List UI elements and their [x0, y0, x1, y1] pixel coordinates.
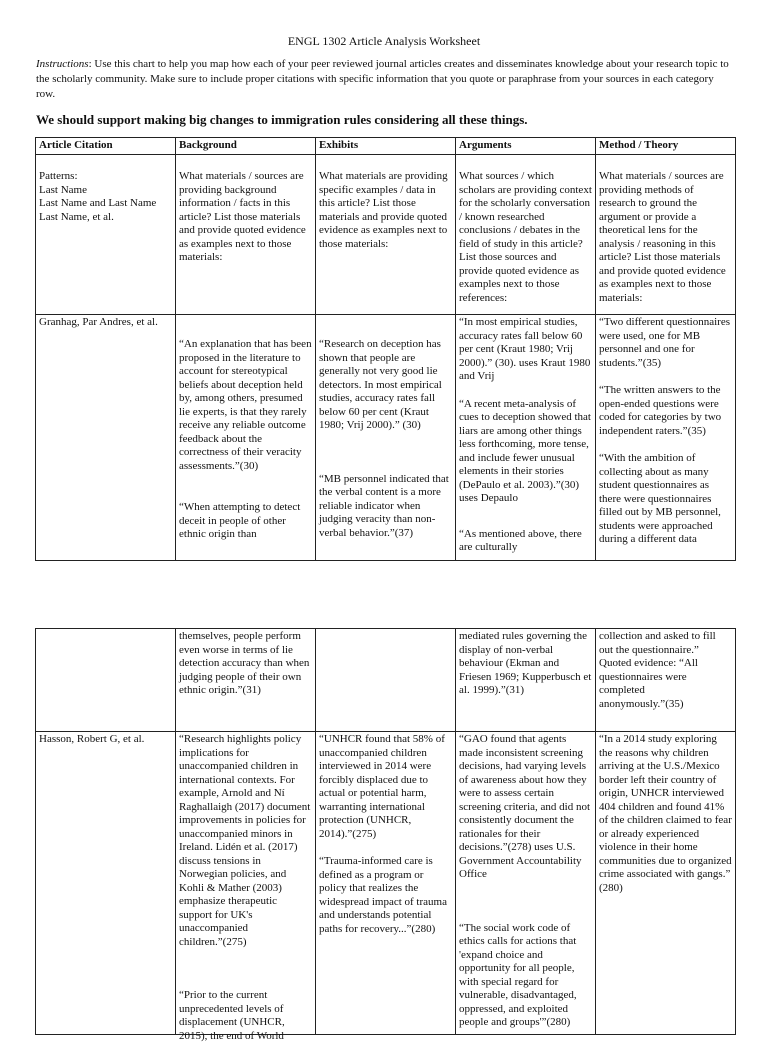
row1-exhibits-quote-2: “MB personnel indicated that the verbal content is a more reliable indicator when judging veracity than non-verbal behavior.”(37)	[319, 472, 449, 539]
row2-arguments-quote-1: “GAO found that agents made inconsistent screening decisions, had varying levels of awareness about how they were to assess certain screening criteria, and did not consistently document the rationales for their decisions.”(278) uses U.S. Government Accountability Office	[459, 733, 591, 880]
prompt-cell-exhibits	[316, 155, 456, 315]
table-row	[36, 629, 736, 732]
row1-background-quote-2: “When attempting to detect deceit in people of other ethnic origin than	[179, 501, 301, 540]
row1-citation	[36, 315, 176, 561]
row2-method-quote-1: “In a 2014 study exploring the reasons why children arriving at the U.S./Mexico border left their country of origin, UNHCR interviewed 404 children and found 41% of the children claimed to fear or already experienced violence in their home communities due to organized crime associated with gangs.” (280)	[599, 733, 732, 894]
row2-background	[176, 732, 316, 1042]
row1-method-quote-3: “With the ambition of collecting about as many student questionnaires as there were questionnaires filled out by MB personnel, students were approached during a different data	[599, 452, 721, 545]
row2-citation-text: Hasson, Robert G, et al.	[39, 733, 145, 745]
prompt-cell-citation	[36, 155, 176, 315]
table-prompt-row	[36, 155, 736, 315]
prompt-background: What materials / sources are providing background information / facts in this article? List those materials and provide quoted evidence as examples next to those materials:	[179, 170, 306, 263]
prompt-arguments: What sources / which scholars are providing context for the scholarly conversation / known researched conclusions / debates in the field of study in this article? List those sources and provide quoted evidence as examples next to those references:	[459, 170, 592, 304]
row1-cont-background	[176, 629, 316, 732]
prompt-cell-method	[596, 155, 736, 315]
row1-background	[176, 315, 316, 561]
row1-cont-citation	[36, 629, 176, 732]
row1-background-quote-1: “An explanation that has been proposed in the literature to account for stereotypical beliefs about deception held by, among others, presumed lie experts, is that they rarely receive any reliable outcome feedback about the correctness of their veracity assessments.”(30)	[179, 338, 312, 472]
column-header-method: Method / Theory	[596, 138, 736, 155]
prompt-citation: Patterns: Last Name Last Name and Last Name Last Name, et al.	[39, 170, 157, 223]
row1-exhibits	[316, 315, 456, 561]
row2-background-quote-1: “Research highlights policy implications for unaccompanied children in international contexts. For example, Arnold and Ní Raghallaigh (2017) document improvements in policies for unaccompanied minors in Ireland. Lidén et al. (2017) discuss tensions in Norwegian policies, and Kohli & Mather (2003) emphasize therapeutic support for UK's unaccompanied children.”(275)	[179, 733, 311, 948]
table-row	[36, 732, 736, 1035]
table-header-row	[36, 138, 736, 155]
row1-cont-method-text: collection and asked to fill out the questionnaire.” Quoted evidence: “All questionnaires were completed anonymously.”(35)	[599, 630, 716, 710]
row2-exhibits	[316, 732, 456, 1035]
analysis-table-continued	[35, 628, 736, 1042]
thesis-heading: We should support making big changes to immigration rules considering all these things.	[36, 112, 528, 127]
row2-citation	[36, 732, 176, 1035]
row2-exhibits-quote-2: “Trauma-informed care is defined as a program or policy that realizes the widespread impact of trauma and understands potential paths for recovery...”(280)	[319, 855, 447, 935]
row1-arguments-quote-3: “As mentioned above, there are culturally	[459, 527, 582, 553]
row1-exhibits-quote-1: “Research on deception has shown that people are generally not very good lie detectors. In most empirical studies, accuracy rates fall below 60 per cent (Kraut 1980; Vrij 2000).” (30)	[319, 338, 442, 431]
row1-method	[596, 315, 736, 561]
column-header-citation: Article Citation	[36, 138, 176, 155]
row1-cont-method	[596, 629, 736, 732]
row1-citation-text: Granhag, Par Andres, et al.	[39, 316, 158, 328]
row1-cont-background-text: themselves, people perform even worse in terms of lie detection accuracy than when judging people of their own ethnic origin.”(31)	[179, 630, 310, 696]
column-header-arguments: Arguments	[456, 138, 596, 155]
column-header-exhibits: Exhibits	[316, 138, 456, 155]
row1-arguments	[456, 315, 596, 561]
instructions	[36, 57, 732, 102]
row1-cont-exhibits	[316, 629, 456, 732]
row2-method	[596, 732, 736, 1035]
row1-cont-arguments-text: mediated rules governing the display of non-verbal behaviour (Ekman and Friesen 1969; Kupperbusch et al. 1999).”(31)	[459, 630, 592, 696]
row1-method-quote-2: “The written answers to the open-ended questions were coded for categories by two independent raters.”(35)	[599, 384, 722, 437]
row2-exhibits-quote-1: “UNHCR found that 58% of unaccompanied children interviewed in 2014 were forcibly displaced due to actual or potential harm, warranting international protection (UNHCR, 2014).”(275)	[319, 733, 445, 840]
prompt-method: What materials / sources are providing methods of research to ground the argument or provide a theoretical lens for the analysis / reasoning in this article? List those materials and provide quoted evidence as examples next to those materials:	[599, 170, 726, 304]
page-title: ENGL 1302 Article Analysis Worksheet	[287, 34, 481, 48]
row1-arguments-quote-2: “A recent meta-analysis of cues to deception showed that liars are among other things less forthcoming, more tense, and include fewer unusual elements in their stories (DePaulo et al. 2003).”(30) uses Depaulo	[459, 397, 591, 504]
row1-arguments-quote-1: “In most empirical studies, accuracy rates fall below 60 per cent (Kraut 1980; Vrij 2000).” (30). uses Kraut 1980 and Vrij	[459, 316, 591, 382]
row2-background-quote-2: “Prior to the current unprecedented levels of displacement (UNHCR, 2015), the end of World	[179, 989, 285, 1042]
instructions-label: Instructions	[36, 58, 89, 70]
row2-arguments-quote-2: “The social work code of ethics calls for actions that 'expand choice and opportunity for all people, with special regard for vulnerable, disadvantaged, oppressed, and exploited people and groups'”(280)	[459, 921, 577, 1028]
prompt-cell-background	[176, 155, 316, 315]
prompt-cell-arguments	[456, 155, 596, 315]
row1-method-quote-1: “Two different questionnaires were used, one for MB personnel and one for students.”(35)	[599, 316, 730, 369]
row2-arguments	[456, 732, 596, 1035]
instructions-text: : Use this chart to help you map how each of your peer reviewed journal articles creates and disseminates knowledge about your research topic to the scholarly community. Make sure to include proper citations with specific information that you quote or paraphrase from your sources in each category row.	[36, 58, 729, 100]
prompt-exhibits: What materials are providing specific examples / data in this article? List those materials and provide quoted evidence as examples next to those materials:	[319, 170, 448, 250]
row1-cont-arguments	[456, 629, 596, 732]
analysis-table	[35, 137, 736, 561]
column-header-background: Background	[176, 138, 316, 155]
table-row	[36, 315, 736, 561]
